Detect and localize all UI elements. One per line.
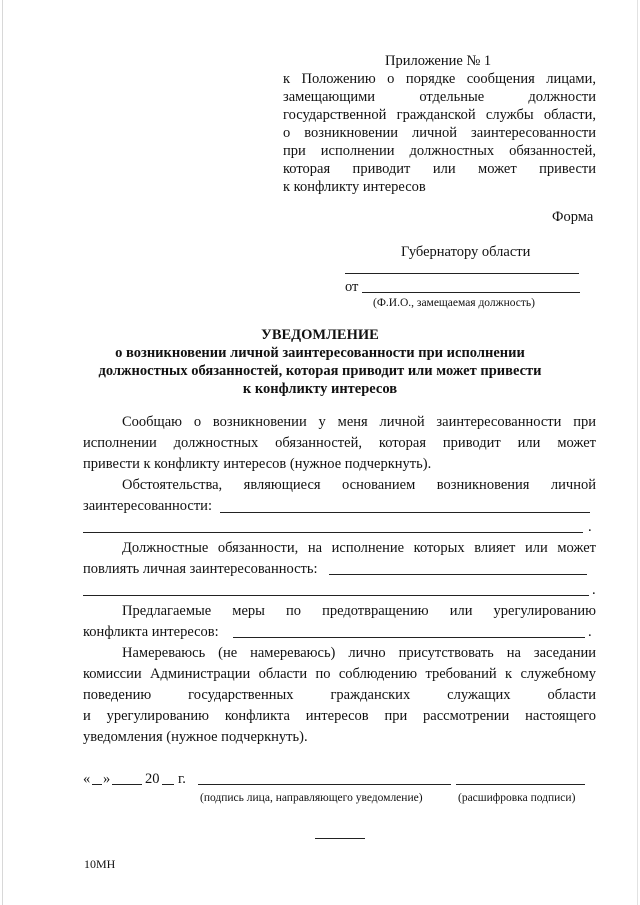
date-year-suffix: г.	[178, 771, 186, 787]
notice-title: УВЕДОМЛЕНИЕ	[261, 327, 379, 343]
date-close-quote: »	[103, 771, 111, 787]
p4-line-1: Предлагаемые меры по предотвращению или урегулированию	[122, 603, 596, 619]
p2-period: .	[588, 519, 592, 535]
annex-line-1: к Положению о порядке сообщения лицами,	[283, 71, 596, 87]
notice-subtitle-line-1: о возникновении личной заинтересованности при исполнении	[115, 345, 525, 361]
p1-line-1: Сообщаю о возникновении у меня личной заинтересованности при	[122, 414, 596, 430]
addressee-from-line	[362, 292, 580, 293]
p5-line-4: и урегулированию конфликта интересов при рассмотрении настоящего	[83, 708, 596, 724]
scan-edge-right	[637, 0, 638, 905]
signature-line	[198, 784, 451, 785]
signature-hint: (подпись лица, направляющего уведомление)	[200, 792, 423, 804]
p3-line-2: повлиять личная заинтересованность:	[83, 561, 318, 577]
date-year-prefix: 20	[145, 771, 160, 787]
p4-period: .	[588, 624, 592, 640]
addressee-blank-line	[345, 273, 579, 274]
p5-line-5: уведомления (нужное подчеркнуть).	[83, 729, 308, 745]
p3-fill-line-2	[83, 595, 589, 596]
annex-line-4: о возникновении личной заинтересованности	[283, 125, 596, 141]
date-year-line	[162, 784, 174, 785]
p1-line-2: исполнении должностных обязанностей, которая приводит или может	[83, 435, 596, 451]
notice-subtitle-line-2: должностных обязанностей, которая приводит или может привести	[98, 363, 542, 379]
annex-line-2: замещающими отдельные должности	[283, 89, 596, 105]
footer-code: 10МН	[84, 857, 116, 871]
form-label: Форма	[552, 209, 594, 225]
annex-line-3: государственной гражданской службы области,	[283, 107, 596, 123]
p3-period: .	[592, 582, 596, 598]
p2-line-1: Обстоятельства, являющиеся основанием возникновения личной	[122, 477, 596, 493]
addressee-from-label: от	[345, 279, 359, 295]
signature-decoding-line	[456, 784, 585, 785]
annex-line-5: при исполнении должностных обязанностей,	[283, 143, 596, 159]
annex-line-6: которая приводит или может привести	[283, 161, 596, 177]
p2-fill-line-1	[220, 512, 590, 513]
p3-fill-line-1	[329, 574, 587, 575]
date-open-quote: «	[83, 771, 91, 787]
p4-line-2: конфликта интересов:	[83, 624, 219, 640]
addressee-from-hint: (Ф.И.О., замещаемая должность)	[373, 297, 535, 309]
decoding-hint: (расшифровка подписи)	[458, 792, 576, 804]
annex-line-7: к конфликту интересов	[283, 179, 426, 195]
annex-title: Приложение № 1	[385, 53, 492, 69]
p1-line-3: привести к конфликту интересов (нужное подчеркнуть).	[83, 456, 432, 472]
date-day-line	[92, 784, 102, 785]
date-month-line	[112, 784, 142, 785]
p5-line-3: поведению государственных гражданских служащих области	[83, 687, 596, 703]
p2-fill-line-2	[83, 532, 583, 533]
p5-line-1: Намереваюсь (не намереваюсь) лично присутствовать на заседании	[122, 645, 596, 661]
end-divider	[315, 838, 365, 839]
addressee-to: Губернатору области	[401, 244, 531, 260]
p2-line-2: заинтересованности:	[83, 498, 212, 514]
notice-subtitle-line-3: к конфликту интересов	[242, 381, 398, 397]
scan-edge-left	[2, 0, 3, 905]
p3-line-1: Должностные обязанности, на исполнение которых влияет или может	[122, 540, 596, 556]
p5-line-2: комиссии Администрации области по соблюдению требований к служебному	[83, 666, 596, 682]
p4-fill-line	[233, 637, 585, 638]
